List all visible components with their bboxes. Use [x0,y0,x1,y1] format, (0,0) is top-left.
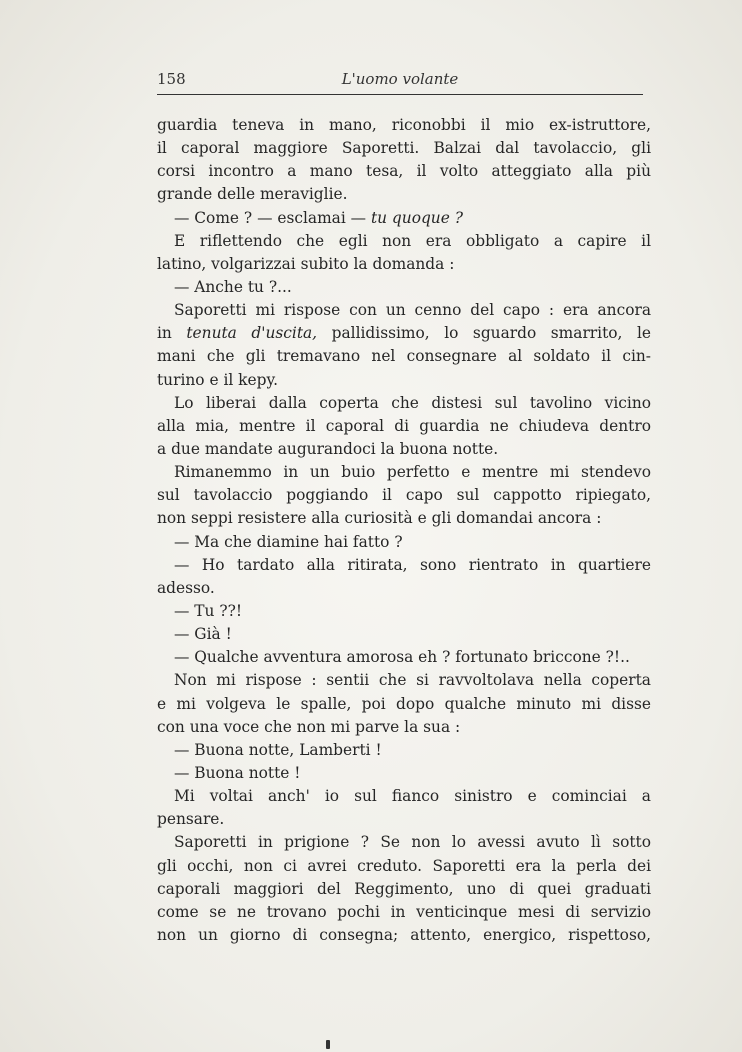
text-segment: Saporetti mi rispose con un cenno del capo : era ancora [174,301,651,320]
text-line [157,762,651,785]
text-segment: latino, volgarizzai subito la domanda : [157,254,455,273]
text-line [157,137,651,160]
text-line [157,369,651,392]
text-line [157,831,651,854]
text-line [157,878,651,901]
text-segment: pallidissimo, lo sguardo smarrito, le [317,324,651,343]
text-segment: E riflettendo che egli non era obbligato a capire il [174,231,651,250]
text-segment: mani che gli tremavano nel consegnare al soldato il cin- [157,347,651,366]
text-line [157,415,651,438]
text-segment: Rimanemmo in un buio perfetto e mentre mi stendevo [174,463,651,482]
text-line [157,253,651,276]
text-segment: corsi incontro a mano tesa, il volto atteggiato alla più [157,162,651,181]
text-segment: — Qualche avventura amorosa eh ? fortunato briccone ?!.. [174,648,630,667]
text-segment: — Buona notte, Lamberti ! [174,740,382,759]
ink-mark [326,1040,330,1049]
text-line [157,646,651,669]
text-segment: in [157,324,187,343]
text-line [157,183,651,206]
text-line [157,392,651,415]
text-segment: Non mi rispose : sentii che si ravvoltolava nella coperta [174,671,651,690]
text-segment: — Come ? — esclamai — [174,208,371,227]
text-segment: — Buona notte ! [174,763,301,782]
text-segment: — Ho tardato alla ritirata, sono rientrato in quartiere [174,555,651,574]
text-segment: — Tu ??! [174,601,243,620]
text-line [157,345,651,368]
text-segment: Saporetti in prigione ? Se non lo avessi avuto lì sotto [174,833,651,852]
text-segment: non seppi resistere alla curiosità e gli domandai ancora : [157,509,602,528]
text-line [157,438,651,461]
text-segment: a due mandate augurandoci la buona notte. [157,439,499,458]
text-line [157,484,651,507]
text-segment: — Già ! [174,625,232,644]
page-number: 158 [157,70,186,88]
text-line [157,554,651,577]
text-line [157,207,651,230]
text-line [157,461,651,484]
text-line [157,600,651,623]
body-text [157,114,651,947]
text-line [157,901,651,924]
text-segment: grande delle meraviglie. [157,185,348,204]
text-line [157,276,651,299]
text-segment: e mi volgeva le spalle, poi dopo qualche minuto mi disse [157,694,651,713]
text-line [157,924,651,947]
text-segment: Lo liberai dalla coperta che distesi sul tavolino vicino [174,393,651,412]
text-segment: sul tavolaccio poggiando il capo sul cappotto ripiegato, [157,486,651,505]
text-segment: caporali maggiori del Reggimento, uno di quei graduati [157,879,651,898]
italic-text: tu quoque ? [370,208,463,227]
text-segment: il caporal maggiore Saporetti. Balzai dal tavolaccio, gli [157,139,651,158]
text-line [157,623,651,646]
text-segment: con una voce che non mi parve la sua : [157,717,461,736]
text-line [157,531,651,554]
text-segment: adesso. [157,578,215,597]
text-segment: gli occhi, non ci avrei creduto. Saporetti era la perla dei [157,856,651,875]
italic-text: tenuta d'uscita, [186,324,318,343]
text-line [157,299,651,322]
text-segment: Mi voltai anch' io sul fianco sinistro e cominciai a [174,787,651,806]
text-line [157,577,651,600]
text-line [157,507,651,530]
text-segment: turino e il kepy. [157,370,279,389]
text-line [157,855,651,878]
text-segment: — Anche tu ?... [174,277,292,296]
text-line [157,322,651,345]
page-header [157,66,643,95]
text-segment: — Ma che diamine hai fatto ? [174,532,403,551]
text-segment: guardia teneva in mano, riconobbi il mio ex-istruttore, [157,116,651,134]
text-line [157,669,651,692]
text-segment: pensare. [157,810,225,829]
text-segment: come se ne trovano pochi in venticinque mesi di servizio [157,902,651,921]
text-segment: non un giorno di consegna; attento, energico, rispettoso, [157,925,651,944]
text-line [157,785,651,808]
text-line [157,693,651,716]
text-line [157,160,651,183]
text-line [157,114,651,137]
text-line [157,739,651,762]
text-line [157,716,651,739]
text-line [157,808,651,831]
running-title: L'uomo volante [341,70,459,88]
text-line [157,230,651,253]
text-segment: alla mia, mentre il caporal di guardia ne chiudeva dentro [157,416,651,435]
